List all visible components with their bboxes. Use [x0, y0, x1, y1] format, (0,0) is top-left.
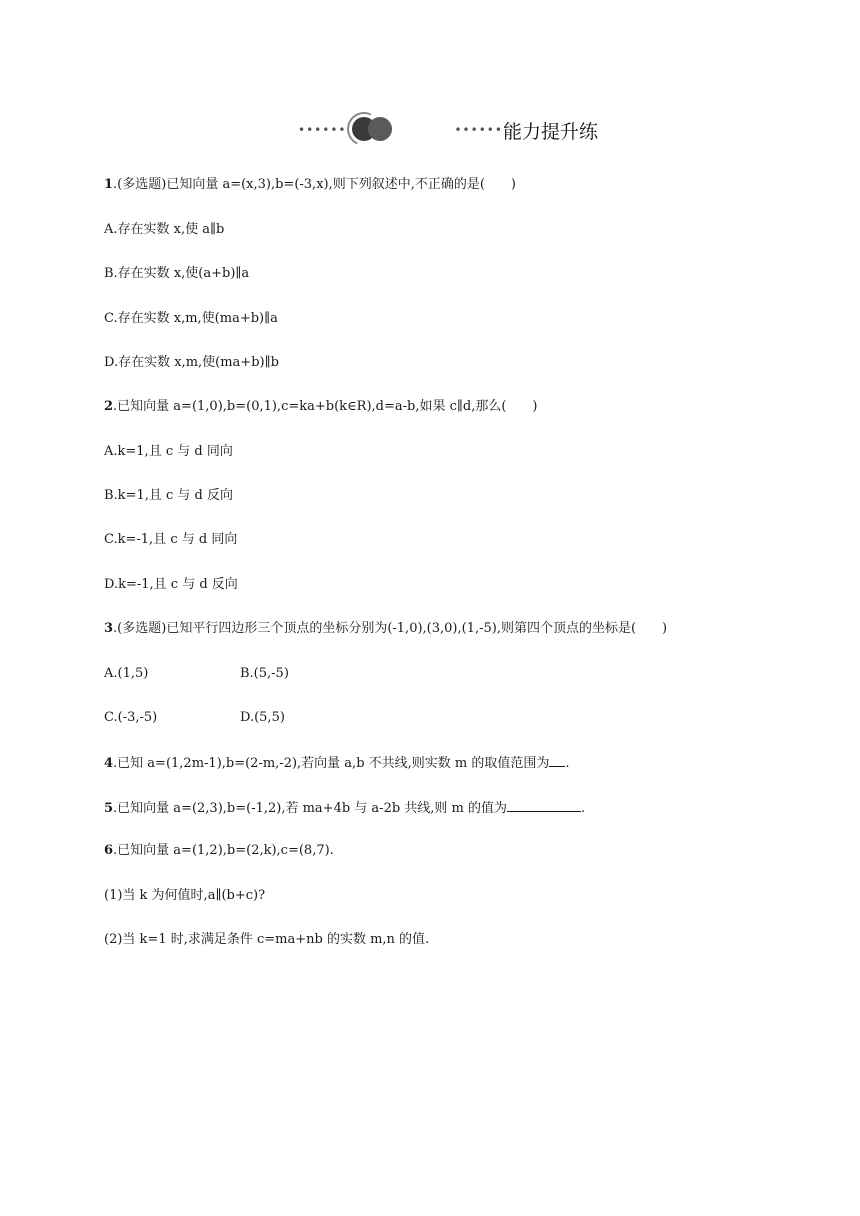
question-2-option-c: C.k=-1,且 c 与 d 同向	[104, 532, 238, 547]
question-number: 4	[104, 756, 114, 771]
question-text: .已知向量 a=(1,0),b=(0,1),c=ka+b(k∈R),d=a-b,如果 c∥d,那么( )	[113, 399, 538, 414]
header-dots-left: ••••••	[298, 123, 347, 137]
question-5-stem	[104, 798, 585, 818]
question-3-option-d: D.(5,5)	[240, 710, 285, 725]
twin-circles-icon	[350, 115, 396, 145]
question-1-option-d: D.存在实数 x,m,使(ma+b)∥b	[104, 355, 279, 370]
question-1-stem	[104, 176, 516, 194]
question-3-option-b: B.(5,-5)	[240, 666, 289, 681]
question-6-part-2: (2)当 k=1 时,求满足条件 c=ma+nb 的实数 m,n 的值.	[104, 932, 430, 947]
question-1-option-a: A.存在实数 x,使 a∥b	[104, 222, 225, 237]
question-1-option-b: B.存在实数 x,使(a+b)∥a	[104, 266, 250, 281]
section-header	[298, 112, 598, 148]
question-6-stem	[104, 842, 334, 860]
question-number: 3	[104, 621, 114, 636]
question-tail: .	[581, 801, 586, 816]
question-2-stem	[104, 398, 537, 416]
question-2-option-a: A.k=1,且 c 与 d 同向	[104, 444, 233, 459]
question-4-stem	[104, 753, 570, 773]
question-3-option-c: C.(-3,-5)	[104, 710, 158, 725]
question-text: .已知向量 a=(2,3),b=(-1,2),若 ma+4b 与 a-2b 共线,则 m 的值为	[113, 801, 508, 816]
question-number: 5	[104, 801, 114, 816]
question-text: .已知向量 a=(1,2),b=(2,k),c=(8,7).	[113, 843, 334, 858]
section-title: 能力提升练	[502, 120, 598, 143]
question-number: 2	[104, 399, 114, 414]
question-1-option-c: C.存在实数 x,m,使(ma+b)∥a	[104, 311, 278, 326]
question-2-option-b: B.k=1,且 c 与 d 反向	[104, 488, 233, 503]
question-tail: .	[565, 756, 570, 771]
question-text: .(多选题)已知平行四边形三个顶点的坐标分别为(-1,0),(3,0),(1,-5),则第四个顶点的坐标是( )	[113, 621, 668, 636]
question-number: 1	[104, 177, 114, 192]
question-2-option-d: D.k=-1,且 c 与 d 反向	[104, 577, 238, 592]
question-6-part-1: (1)当 k 为何值时,a∥(b+c)?	[104, 888, 266, 903]
question-number: 6	[104, 843, 114, 858]
question-3-stem	[104, 620, 667, 638]
question-3-option-a: A.(1,5)	[104, 666, 149, 681]
header-dots-right: ••••••	[454, 123, 503, 137]
answer-blank[interactable]	[549, 753, 565, 767]
question-text: .已知 a=(1,2m-1),b=(2-m,-2),若向量 a,b 不共线,则实数 m 的取值范围为	[113, 756, 550, 771]
answer-blank[interactable]	[507, 798, 581, 812]
question-text: .(多选题)已知向量 a=(x,3),b=(-3,x),则下列叙述中,不正确的是( )	[113, 177, 517, 192]
